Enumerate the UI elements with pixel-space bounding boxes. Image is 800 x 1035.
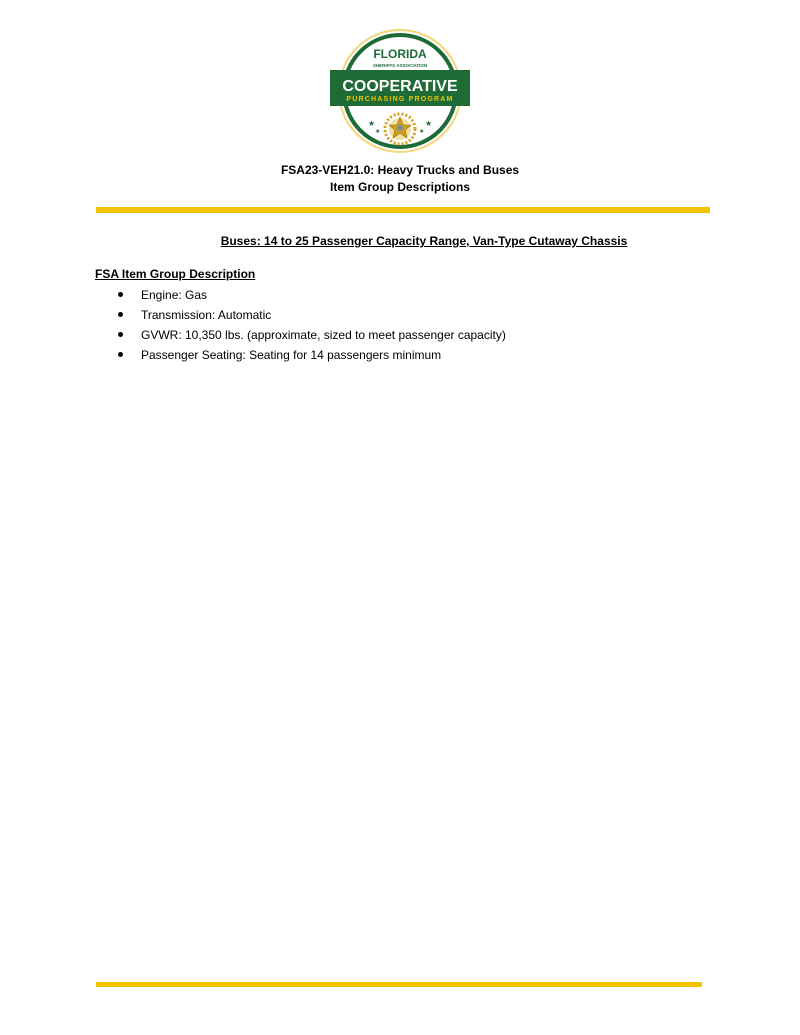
fsa-cooperative-logo xyxy=(330,28,470,154)
description-list xyxy=(118,285,506,365)
logo-association-text: SHERIFFS ASSOCIATION xyxy=(372,63,428,68)
logo-cooperative-text: COOPERATIVE xyxy=(342,78,458,95)
document-title-line1: FSA23-VEH21.0: Heavy Trucks and Buses xyxy=(280,163,520,177)
logo-program-text: PURCHASING PROGRAM xyxy=(346,96,454,103)
svg-text:★: ★ xyxy=(368,119,376,128)
list-item: GVWR: 10,350 lbs. (approximate, sized to meet passenger capacity) xyxy=(118,325,506,345)
list-item: Transmission: Automatic xyxy=(118,305,506,325)
bullet-icon xyxy=(118,312,123,317)
bottom-divider xyxy=(96,982,702,987)
svg-text:★: ★ xyxy=(419,129,425,135)
list-item: Passenger Seating: Seating for 14 passengers minimum xyxy=(118,345,506,365)
svg-text:★: ★ xyxy=(375,129,381,135)
section-heading: Buses: 14 to 25 Passenger Capacity Range, Van-Type Cutaway Chassis xyxy=(220,234,628,248)
logo-florida-text: FLORIDA xyxy=(373,47,427,61)
bullet-icon xyxy=(118,292,123,297)
list-item: Engine: Gas xyxy=(118,285,506,305)
bullet-icon xyxy=(118,352,123,357)
top-divider xyxy=(96,207,710,213)
svg-text:★: ★ xyxy=(425,119,433,128)
document-title-line2: Item Group Descriptions xyxy=(329,180,471,194)
bullet-icon xyxy=(118,332,123,337)
group-heading: FSA Item Group Description xyxy=(95,267,256,281)
